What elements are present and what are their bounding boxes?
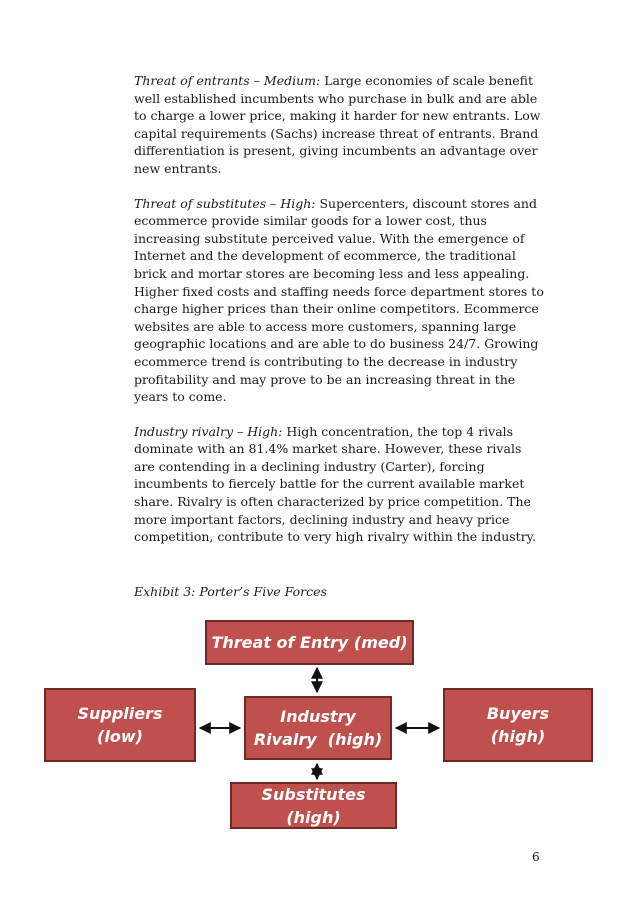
suppliers-level: (low) [97,727,143,746]
industry-rivalry-box [244,696,392,760]
paragraph-body: Large economies of scale benefit well established incumbents who purchase in bulk and are able to charge a lower price, making it harder for new entrants. Low capital requirements (Sachs) increase threat of entrants. Brand differentiation is present, giving incumbents an advantage over new entrants. [134,73,541,176]
suppliers-label: Suppliers [77,704,163,723]
substitutes-box [230,782,397,829]
rivalry-level: Rivalry (high) [253,730,383,749]
paragraph-body: High concentration, the top 4 rivals dominate with an 81.4% market share. However, these rivals are contending in a declining industry (Carter), forcing incumbents to fiercely battle for the current available market share. Rivalry is often characterized by price competition. The more important factors, declining industry and heavy price competition, contribute to very high rivalry within the industry. [134,423,537,545]
rivalry-label: Industry [280,707,356,726]
buyers-level: (high) [490,727,546,746]
exhibit-caption: Exhibit 3: Porter’s Five Forces [134,584,327,599]
paragraph-lead: Industry rivalry – High: [134,423,283,439]
threat-of-entry-label: Threat of Entry (med) [211,633,408,652]
page-number: 6 [532,850,540,864]
buyers-label: Buyers [486,704,550,723]
paragraph-lead: Threat of entrants – Medium: [134,73,321,88]
substitutes-label: Substitutes (high) [261,784,366,827]
threat-of-entry-box [205,620,414,665]
buyers-box [443,688,593,762]
paragraph-lead: Threat of substitutes – High: [134,195,316,211]
suppliers-box [44,688,196,762]
paragraph-body: Supercenters, discount stores and ecommerce provide similar goods for a lower cost, thus increasing substitute perceived value. With the emergence of Internet and the development of ecommerce, the traditional brick and mortar stores are becoming less and less appealing. Higher fixed costs and staffing needs force department stores to charge higher prices than their online competitors. Ecommerce websites are able to access more customers, spanning large geographic locations and are able to do business 24/7. Growing ecommerce trend is contributing to the decrease in industry profitability and may prove to be an increasing threat in the years to come. [134,195,544,405]
